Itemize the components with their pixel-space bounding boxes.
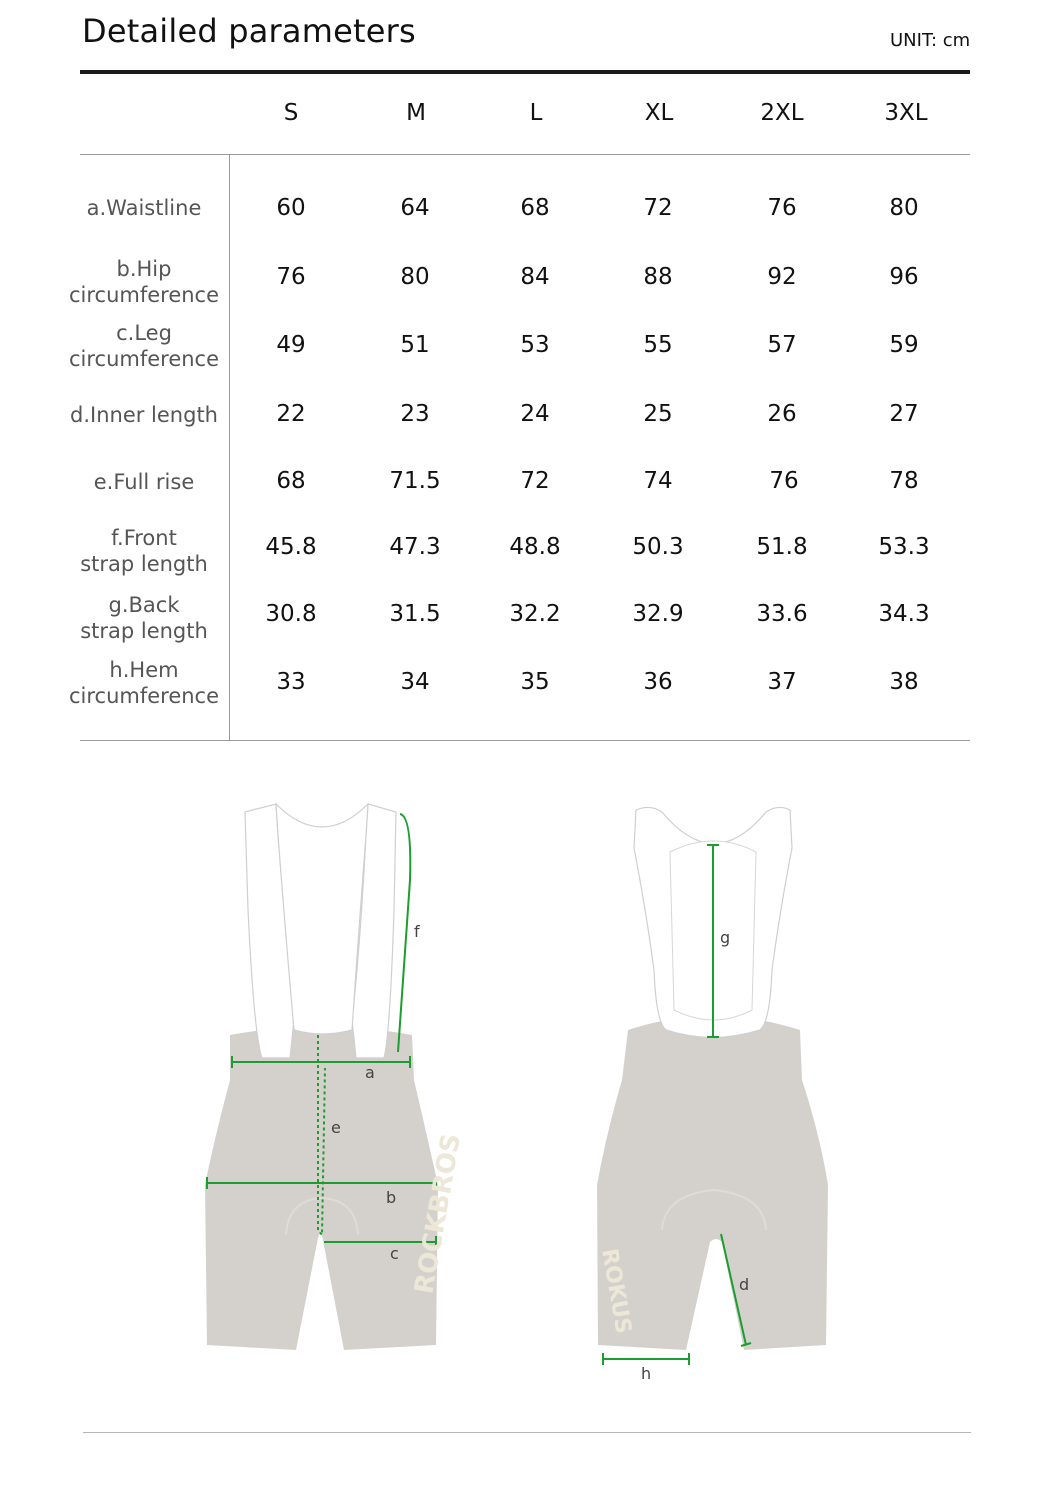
row-label-front-strap: f.Front strap length [80,526,208,576]
table-cell: 50.3 [632,534,684,560]
table-cell: 68 [276,468,306,494]
table-cell: 32.2 [509,601,561,627]
size-header-s: S [283,100,299,126]
table-cell: 48.8 [509,534,561,560]
table-cell: 76 [276,264,306,290]
table-cell: 31.5 [389,601,441,627]
row-label-back-strap: g.Back strap length [80,593,208,643]
size-header-m: M [406,100,426,126]
table-cell: 33.6 [756,601,808,627]
table-cell: 72 [643,195,673,221]
table-cell: 92 [767,264,797,290]
table-cell: 51 [400,332,430,358]
table-cell: 74 [643,468,673,494]
table-cell: 51.8 [756,534,808,560]
table-cell: 55 [643,332,673,358]
size-header-l: L [529,100,543,126]
table-cell: 64 [400,195,430,221]
footer-rule [83,1432,971,1433]
table-cell: 96 [889,264,919,290]
table-cell: 26 [767,401,797,427]
front-brand-text: ROCKBROS [409,1131,468,1297]
row-label-hem: h.Hem circumference [68,658,220,708]
table-cell: 27 [889,401,919,427]
unit-label: UNIT: cm [890,30,971,51]
table-cell: 23 [400,401,430,427]
table-cell: 36 [643,669,673,695]
table-cell: 37 [767,669,797,695]
table-bottom-rule [80,740,970,741]
table-cell: 88 [643,264,673,290]
table-cell: 53 [520,332,550,358]
table-cell: 68 [520,195,550,221]
table-cell: 84 [520,264,550,290]
table-cell: 25 [643,401,673,427]
label-h: h [641,1364,652,1383]
table-cell: 76 [767,195,797,221]
table-cell: 34.3 [878,601,930,627]
table-cell: 49 [276,332,306,358]
row-label-waistline: a.Waistline [86,196,202,220]
table-cell: 53.3 [878,534,930,560]
bib-shorts-diagram [0,790,1047,1400]
table-cell: 38 [889,669,919,695]
table-cell: 24 [520,401,550,427]
label-b: b [386,1188,397,1207]
table-cell: 60 [276,195,306,221]
label-g: g [720,928,731,947]
table-cell: 80 [400,264,430,290]
measure-front-strap-f [398,814,410,1052]
table-column-divider [229,155,230,741]
back-shorts-body [597,1016,828,1350]
table-cell: 30.8 [265,601,317,627]
size-header-3xl: 3XL [884,100,928,126]
page-title: Detailed parameters [82,12,416,50]
table-header-divider [80,154,970,155]
table-cell: 76 [769,468,799,494]
table-cell: 34 [400,669,430,695]
row-label-full-rise: e.Full rise [93,470,195,494]
table-cell: 78 [889,468,919,494]
table-cell: 45.8 [265,534,317,560]
back-brand-text: ROKUS [596,1246,636,1336]
header-rule [80,70,970,74]
table-cell: 57 [767,332,797,358]
label-c: c [390,1244,399,1263]
table-cell: 32.9 [632,601,684,627]
back-view [596,807,828,1383]
label-f: f [414,922,420,941]
row-label-hip: b.Hip circumference [68,257,220,307]
table-cell: 72 [520,468,550,494]
front-shorts-body [205,1027,438,1351]
table-cell: 80 [889,195,919,221]
table-cell: 35 [520,669,550,695]
front-view [205,804,467,1350]
table-cell: 22 [276,401,306,427]
table-cell: 47.3 [389,534,441,560]
size-header-2xl: 2XL [760,100,804,126]
label-d: d [739,1275,750,1294]
label-a: a [365,1063,375,1082]
table-cell: 71.5 [389,468,441,494]
size-header-xl: XL [644,100,674,126]
table-cell: 59 [889,332,919,358]
row-label-inner-length: d.Inner length [70,403,218,427]
table-cell: 33 [276,669,306,695]
label-e: e [331,1118,341,1137]
row-label-leg: c.Leg circumference [68,321,220,371]
